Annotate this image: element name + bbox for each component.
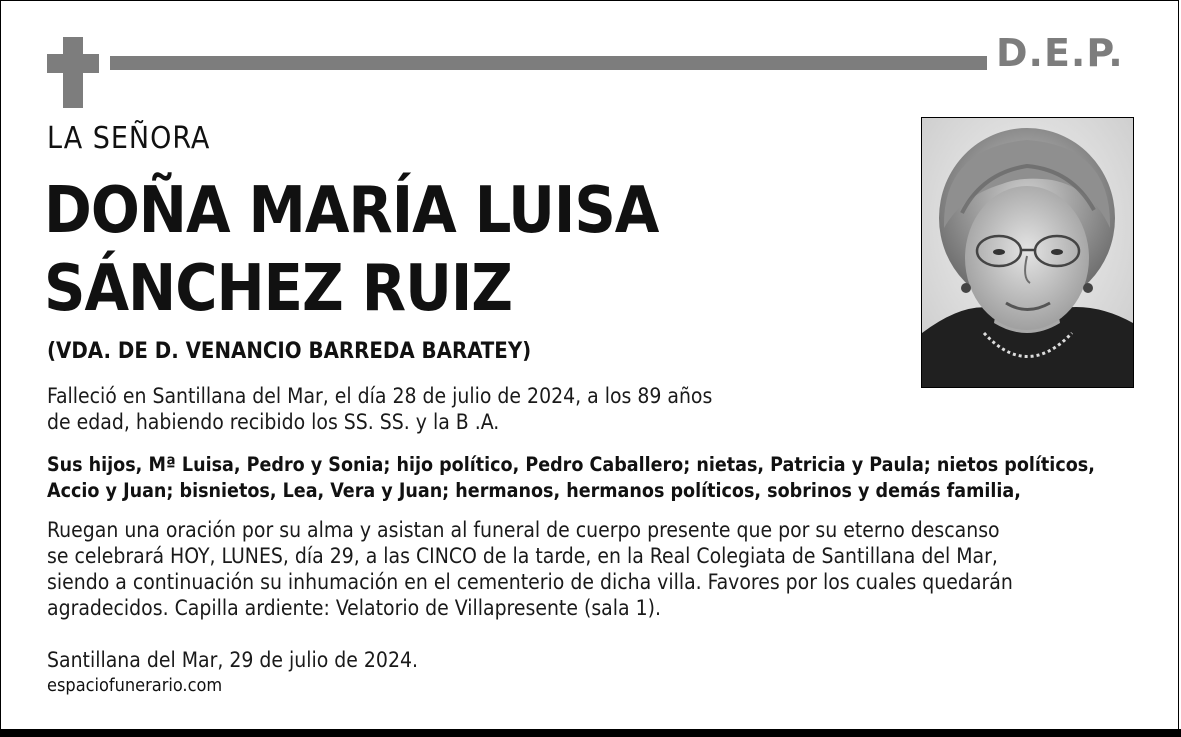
portrait-photo [921, 117, 1134, 388]
honorific-title: LA SEÑORA [47, 121, 211, 156]
request-line: agradecidos. Capilla ardiente: Velatorio de Villapresente (sala 1). [47, 596, 661, 620]
widow-of-line: (VDA. DE D. VENANCIO BARREDA BARATEY) [47, 339, 532, 364]
name-line-1: DOÑA MARÍA LUISA [44, 174, 659, 248]
portrait-illustration [922, 118, 1133, 387]
request-line: siendo a continuación su inhumación en el cementerio de dicha villa. Favores por los cuales quedarán [47, 570, 1013, 594]
family-line: Accio y Juan; bisnietos, Lea, Vera y Juan; hermanos, hermanos políticos, sobrinos y demás familia, [47, 479, 1021, 502]
family-line: Sus hijos, Mª Luisa, Pedro y Sonia; hijo político, Pedro Caballero; nietas, Patricia y Paula; nietos políticos, [47, 453, 1095, 476]
request-line: se celebrará HOY, LUNES, día 29, a las CINCO de la tarde, en la Real Colegiata de Santillana del Mar, [47, 544, 998, 568]
website-link: espaciofunerario.com [47, 675, 223, 696]
name-line-2: SÁNCHEZ RUIZ [44, 252, 513, 326]
cross-horizontal-bar [47, 54, 99, 73]
place-date: Santillana del Mar, 29 de julio de 2024. [47, 648, 418, 672]
request-line: Ruegan una oración por su alma y asistan al funeral de cuerpo presente que por su eterno descanso [47, 518, 1000, 542]
deceased-name [44, 172, 658, 328]
dep-label: D.E.P. [996, 31, 1124, 75]
header-rule [110, 56, 987, 70]
request-paragraph [47, 517, 1013, 621]
bottom-rule [0, 729, 1181, 737]
death-paragraph [47, 383, 712, 435]
family-paragraph [47, 452, 1095, 504]
death-line: de edad, habiendo recibido los SS. SS. y la B .A. [47, 410, 500, 434]
death-line: Falleció en Santillana del Mar, el día 28 de julio de 2024, a los 89 años [47, 384, 713, 408]
